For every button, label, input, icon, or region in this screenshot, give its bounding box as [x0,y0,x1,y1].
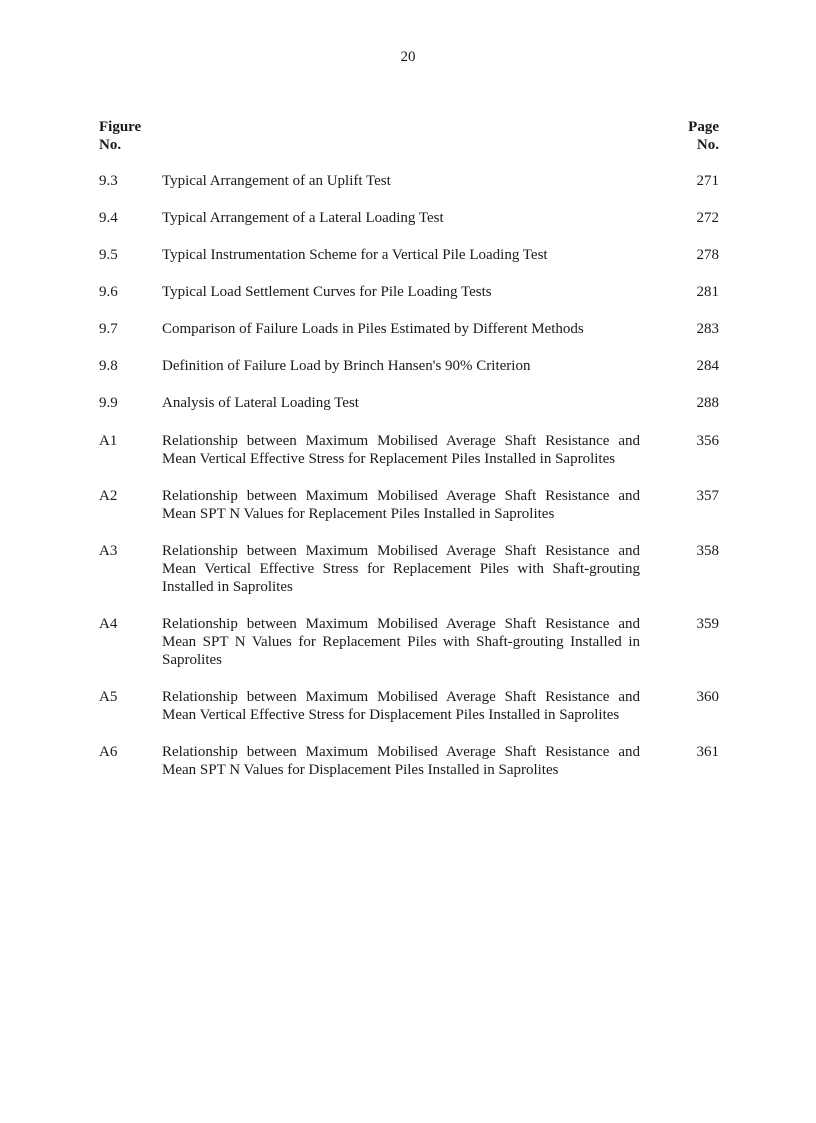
figure-title: Relationship between Maximum Mobilised Average Shaft Resistance and Mean Vertical Effective Stress for Displacement Piles Installed in Saprolites [162,689,640,723]
figure-page: 281 [696,284,719,300]
figure-title: Relationship between Maximum Mobilised Average Shaft Resistance and Mean SPT N Values for Replacement Piles Installed in Saprolites [162,488,640,522]
figure-number: 9.5 [99,247,118,263]
figure-page: 357 [696,488,719,504]
figure-number: 9.3 [99,173,118,189]
figure-title: Definition of Failure Load by Brinch Hansen's 90% Criterion [162,358,531,374]
figure-number: 9.9 [99,395,118,411]
page-header-line1: Page [688,119,719,135]
figure-number: A5 [99,689,118,705]
figure-page: 359 [696,616,719,632]
figure-number: A3 [99,543,118,559]
figure-title: Typical Arrangement of a Lateral Loading Test [162,210,444,226]
figure-number: 9.7 [99,321,118,337]
figure-title: Analysis of Lateral Loading Test [162,395,359,411]
list-item [99,615,719,669]
figure-page: 360 [696,689,719,705]
list-item [99,283,719,301]
figure-page: 284 [696,358,719,374]
list-item [99,209,719,227]
figure-number: A2 [99,488,118,504]
figure-number: 9.8 [99,358,118,374]
figure-header-line1: Figure [99,119,142,135]
figure-page: 288 [696,395,719,411]
figure-number: 9.6 [99,284,118,300]
list-item [99,357,719,375]
figure-title: Typical Arrangement of an Uplift Test [162,173,391,189]
page-no-header [688,118,719,154]
list-item [99,320,719,338]
list-item [99,542,719,596]
figure-page: 283 [696,321,719,337]
figure-page: 278 [696,247,719,263]
list-item [99,432,719,468]
figure-no-header [99,118,141,154]
figure-title: Relationship between Maximum Mobilised Average Shaft Resistance and Mean Vertical Effective Stress for Replacement Piles Installed in Saprolites [162,433,640,467]
list-item [99,688,719,724]
figure-page: 356 [696,433,719,449]
figure-title: Relationship between Maximum Mobilised Average Shaft Resistance and Mean Vertical Effective Stress for Replacement Piles with Shaft-grouting Installed in Saprolites [162,543,640,595]
figure-page: 361 [696,744,719,760]
figure-number: A4 [99,616,118,632]
figure-number: A1 [99,433,118,449]
list-item [99,394,719,412]
figure-number: 9.4 [99,210,118,226]
column-headers [99,118,719,158]
list-item [99,487,719,523]
figure-title: Typical Instrumentation Scheme for a Vertical Pile Loading Test [162,247,548,263]
figure-number: A6 [99,744,118,760]
figure-title: Comparison of Failure Loads in Piles Estimated by Different Methods [162,321,584,337]
figure-page: 271 [696,173,719,189]
list-item [99,743,719,779]
figure-title: Relationship between Maximum Mobilised Average Shaft Resistance and Mean SPT N Values for Replacement Piles with Shaft-grouting Installed in Saprolites [162,616,640,668]
figure-page: 358 [696,543,719,559]
figure-list [99,172,719,779]
figure-page: 272 [696,210,719,226]
page-header-line2: No. [696,137,719,153]
list-item [99,246,719,264]
list-item [99,172,719,190]
page-number: 20 [400,49,416,65]
figure-title: Relationship between Maximum Mobilised Average Shaft Resistance and Mean SPT N Values for Displacement Piles Installed in Saprolites [162,744,640,778]
figure-header-line2: No. [99,137,122,153]
figure-title: Typical Load Settlement Curves for Pile Loading Tests [162,284,492,300]
